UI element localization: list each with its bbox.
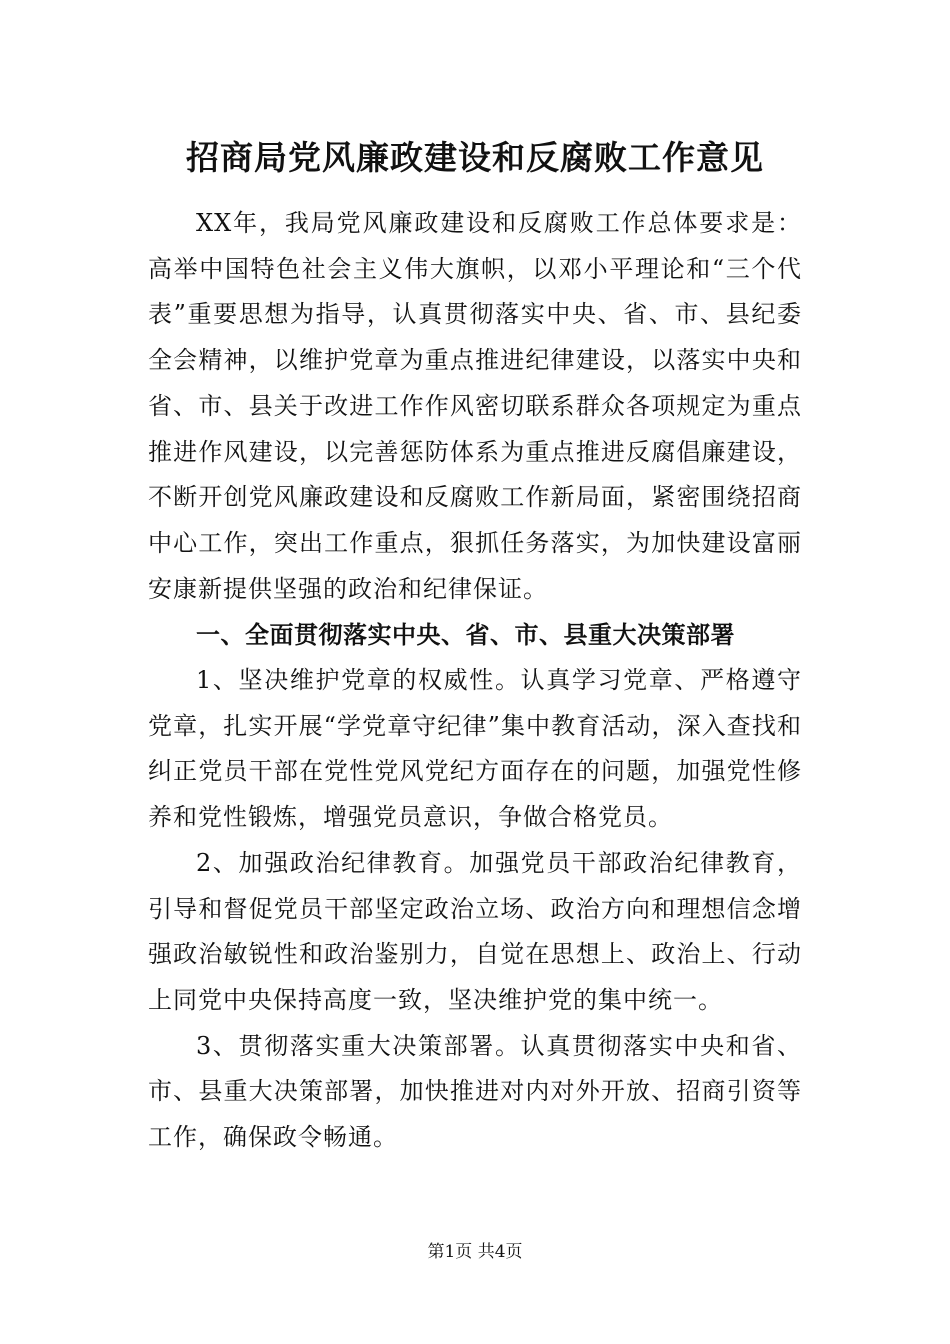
list-item: 3、贯彻落实重大决策部署。认真贯彻落实中央和省、市、县重大决策部署，加快推进对内对外开放、招商引资等工作，确保政令畅通。 bbox=[148, 1031, 802, 1152]
list-item: 2、加强政治纪律教育。加强党员干部政治纪律教育，引导和督促党员干部坚定政治立场、政治方向和理想信念增强政治敏锐性和政治鉴别力，自觉在思想上、政治上、行动上同党中央保持高度一致，坚决维护党的集中统一。 bbox=[148, 848, 802, 1014]
document-title: 招商局党风廉政建设和反腐败工作意见 bbox=[186, 138, 764, 177]
document-body bbox=[148, 201, 802, 1161]
intro-paragraph: XX年，我局党风廉政建设和反腐败工作总体要求是：高举中国特色社会主义伟大旗帜，以邓小平理论和“三个代表”重要思想为指导，认真贯彻落实中央、省、市、县纪委全会精神，以维护党章为重点推进纪律建设，以落实中央和省、市、县关于改进工作作风密切联系群众各项规定为重点推进作风建设，以完善惩防体系为重点推进反腐倡廉建设，不断开创党风廉政建设和反腐败工作新局面，紧密围绕招商中心工作，突出工作重点，狠抓任务落实，为加快建设富丽安康新提供坚强的政治和纪律保证。 bbox=[148, 209, 802, 603]
page-footer: 第1页 共4页 bbox=[427, 1242, 523, 1262]
section-heading: 一、全面贯彻落实中央、省、市、县重大决策部署 bbox=[196, 620, 735, 650]
list-item: 1、坚决维护党章的权威性。认真学习党章、严格遵守党章，扎实开展“学党章守纪律”集中教育活动，深入查找和纠正党员干部在党性党风党纪方面存在的问题，加强党性修养和党性锻炼，增强党员意识，争做合格党员。 bbox=[148, 666, 802, 832]
